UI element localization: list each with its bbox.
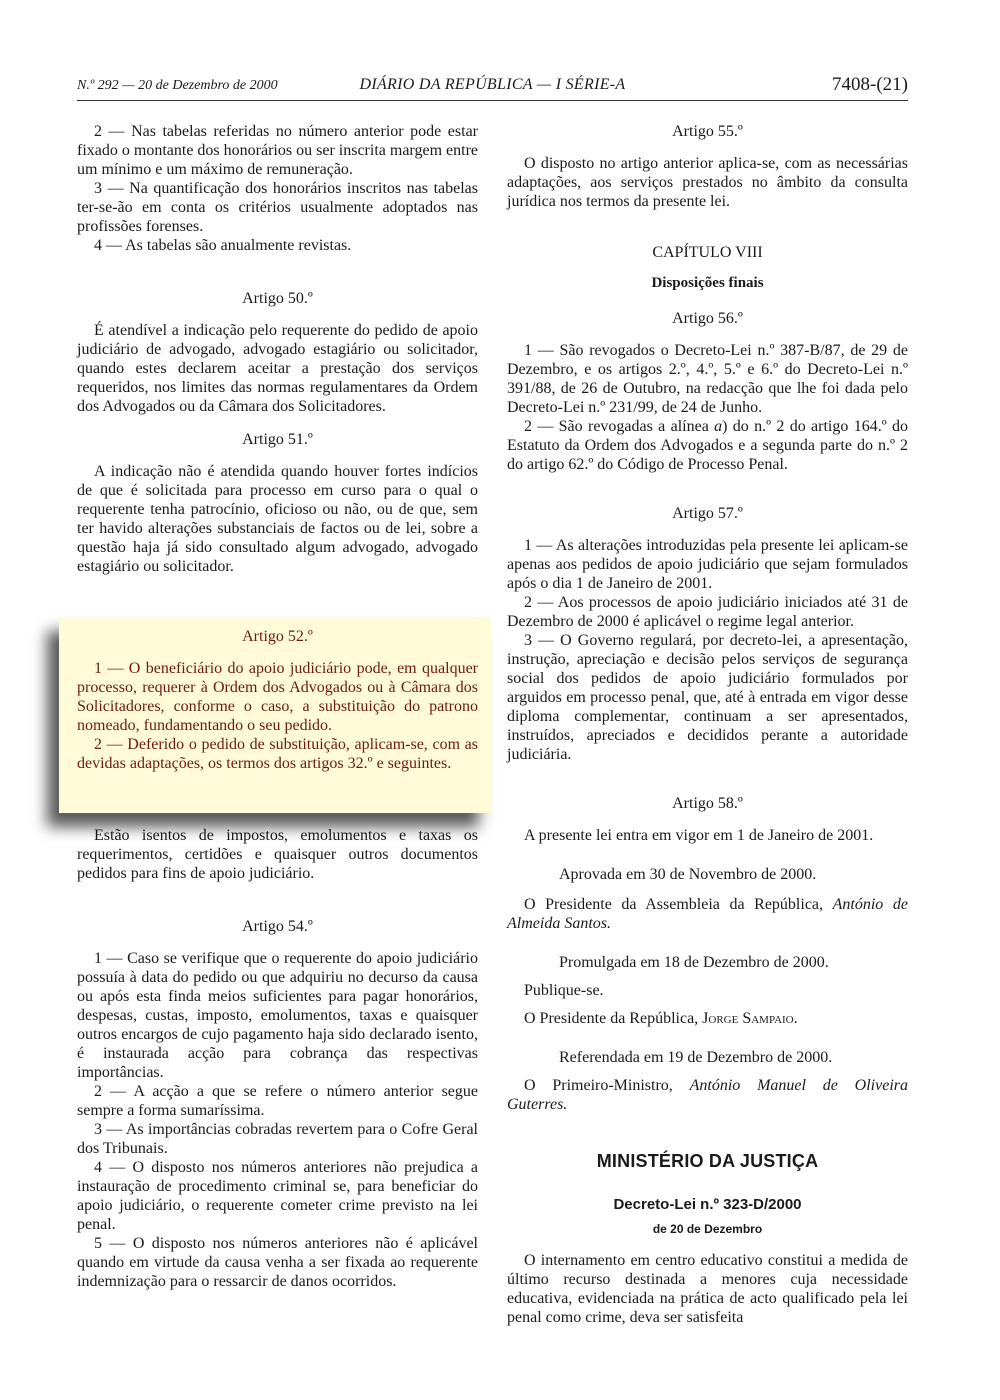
paragraph: Estão isentos de impostos, emolumentos e taxas os requerimentos, certidões e quaisquer outros documentos pedidos para fins de apoio judiciário. <box>77 827 478 882</box>
signatory-name: António de Almeida Santos. <box>507 896 909 932</box>
decree-title: Decreto-Lei n.º 323-D/2000 <box>613 1196 802 1213</box>
signatory-line <box>507 1009 908 1028</box>
paragraph: A indicação não é atendida quando houver fortes indícios de que é solicitada para processo em curso para o qual o requerente tenha patrocínio, oficioso ou não, ou de que, sem ter havido alterações substanciais de factos ou de lei, sobre a questão haja já sido consultado algum advogado, advogado estagiário ou solicitador. <box>77 463 478 575</box>
publish-line: Publique-se. <box>524 982 604 999</box>
page-number: 7408-(21) <box>832 74 908 95</box>
paragraph: 3 — As importâncias cobradas revertem para o Cofre Geral dos Tribunais. <box>77 1121 478 1157</box>
paragraph: 1 — O beneficiário do apoio judiciário pode, em qualquer processo, requerer à Ordem dos Advogados ou à Câmara dos Solicitadores, conforme o caso, a substituição do patrono nomeado, fundamentando o seu pedido. <box>77 660 478 734</box>
header-rule <box>77 100 908 101</box>
paragraph: 3 — Na quantificação dos honorários inscritos nas tabelas ter-se-ão em conta os critérios usualmente adoptados nas profissões forenses. <box>77 180 478 235</box>
article-heading: Artigo 51.º <box>242 431 313 448</box>
signatory-line <box>507 895 908 933</box>
paragraph: 4 — O disposto nos números anteriores não prejudica a instauração de procedimento criminal se, para beneficiar do apoio judiciário, o requerente cometer crime previsto na lei penal. <box>77 1159 478 1233</box>
article-heading: Artigo 58.º <box>672 795 743 812</box>
paragraph: 5 — O disposto nos números anteriores não é aplicável quando em virtude da causa venha a ser fixada ao requerente indemnização para o ressarcir de danos ocorridos. <box>77 1235 478 1290</box>
paragraph: O disposto no artigo anterior aplica-se, com as necessárias adaptações, aos serviços prestados no âmbito da consulta jurídica nos termos da presente lei. <box>507 155 908 210</box>
article-heading: Artigo 56.º <box>672 310 743 327</box>
signatory-line <box>507 1076 908 1114</box>
decree-date: de 20 de Dezembro <box>652 1222 763 1236</box>
article-heading: Artigo 50.º <box>242 290 313 307</box>
approval-line: Aprovada em 30 de Novembro de 2000. <box>559 866 817 883</box>
paragraph: É atendível a indicação pelo requerente do pedido de apoio judiciário de advogado, advogado estagiário ou solicitador, quando estes declarem aceitar a prestação dos serviços requeridos, nos limites das normas regulamentares da Ordem dos Advogados ou da Câmara dos Solicitadores. <box>77 322 478 415</box>
paragraph: A presente lei entra em vigor em 1 de Janeiro de 2001. <box>524 827 874 844</box>
promulgation-line: Promulgada em 18 de Dezembro de 2000. <box>559 954 829 971</box>
signatory-name: António Manuel de Oliveira Guterres. <box>507 1077 908 1113</box>
text-run: . <box>793 1010 798 1027</box>
chapter-title: Disposições finais <box>651 275 764 291</box>
signatory-name: Jorge Sampaio <box>702 1010 794 1027</box>
right-column <box>507 122 908 1327</box>
text-run: O Presidente da Assembleia da República, <box>524 896 833 913</box>
text-run: 2 — São revogadas a alínea <box>524 418 715 435</box>
article-heading: Artigo 57.º <box>672 505 743 522</box>
text-run: O Primeiro-Ministro, <box>524 1077 690 1094</box>
article-heading: Artigo 52.º <box>242 628 313 645</box>
paragraph: 1 — As alterações introduzidas pela presente lei aplicam-se apenas aos pedidos de apoio judiciário que sejam formulados após o dia 1 de Janeiro de 2001. <box>507 537 908 592</box>
referendum-line: Referendada em 19 de Dezembro de 2000. <box>559 1049 833 1066</box>
article-heading: Artigo 55.º <box>672 123 743 140</box>
paragraph: 4 — As tabelas são anualmente revistas. <box>94 237 352 254</box>
page-header <box>77 74 908 98</box>
paragraph: 1 — São revogados o Decreto-Lei n.º 387-B/87, de 29 de Dezembro, e os artigos 2.º, 4.º, 5.º e 6.º do Decreto-Lei n.º 391/88, de 26 de Outubro, na redacção que lhe foi dada pelo Decreto-Lei n.º 231/99, de 24 de Junho. <box>507 342 908 416</box>
highlighted-article-52 <box>59 617 491 813</box>
chapter-heading: CAPÍTULO VIII <box>652 244 763 261</box>
paragraph: O internamento em centro educativo constitui a medida de último recurso destinada a menores cuja necessidade educativa, evidenciada na prática de acto qualificado pela lei penal como crime, deva ser satisfeita <box>507 1252 908 1326</box>
text-run: O Presidente da República, <box>524 1010 703 1027</box>
issue-date: N.º 292 — 20 de Dezembro de 2000 <box>77 78 278 93</box>
ministry-heading: MINISTÉRIO DA JUSTIÇA <box>596 1151 819 1171</box>
paragraph: 2 — Nas tabelas referidas no número anterior pode estar fixado o montante dos honorários ou ser inscrita margem entre um mínimo e um máximo de remuneração. <box>77 123 478 178</box>
paragraph <box>507 417 908 474</box>
text-run: a <box>714 418 723 435</box>
paragraph: 2 — Aos processos de apoio judiciário iniciados até 31 de Dezembro de 2000 é aplicável o regime legal anterior. <box>507 594 908 630</box>
text-run: ) do n.º 2 do artigo 164.º do Estatuto da Ordem dos Advogados e a segunda parte do n.º 2 do artigo 62.º do Código de Processo Penal. <box>507 418 908 473</box>
journal-title: DIÁRIO DA REPÚBLICA — I SÉRIE-A <box>359 76 626 93</box>
paragraph: 1 — Caso se verifique que o requerente do apoio judiciário possuía à data do pedido ou que adquiriu no decurso da causa ou após esta finda meios suficientes para pagar honorários, despesas, custas, imposto, emolumentos, taxas e quaisquer outros encargos de cujo pagamento haja sido declarado isento, é instaurada acção para cobrança das respectivas importâncias. <box>77 950 478 1081</box>
paragraph: 3 — O Governo regulará, por decreto-lei, a apresentação, instrução, apreciação e decisão pelos serviços de segurança social dos pedidos de apoio judiciário formulados por arguidos em processo penal, que, até à entrada em vigor desse diploma complementar, continuam a ser apresentados, instruídos, apreciados e decididos perante a autoridade judiciária. <box>507 632 908 763</box>
paragraph: 2 — A acção a que se refere o número anterior segue sempre a forma sumaríssima. <box>77 1083 478 1119</box>
article-heading: Artigo 54.º <box>242 918 313 935</box>
paragraph: 2 — Deferido o pedido de substituição, aplicam-se, com as devidas adaptações, os termos dos artigos 32.º e seguintes. <box>77 736 478 772</box>
